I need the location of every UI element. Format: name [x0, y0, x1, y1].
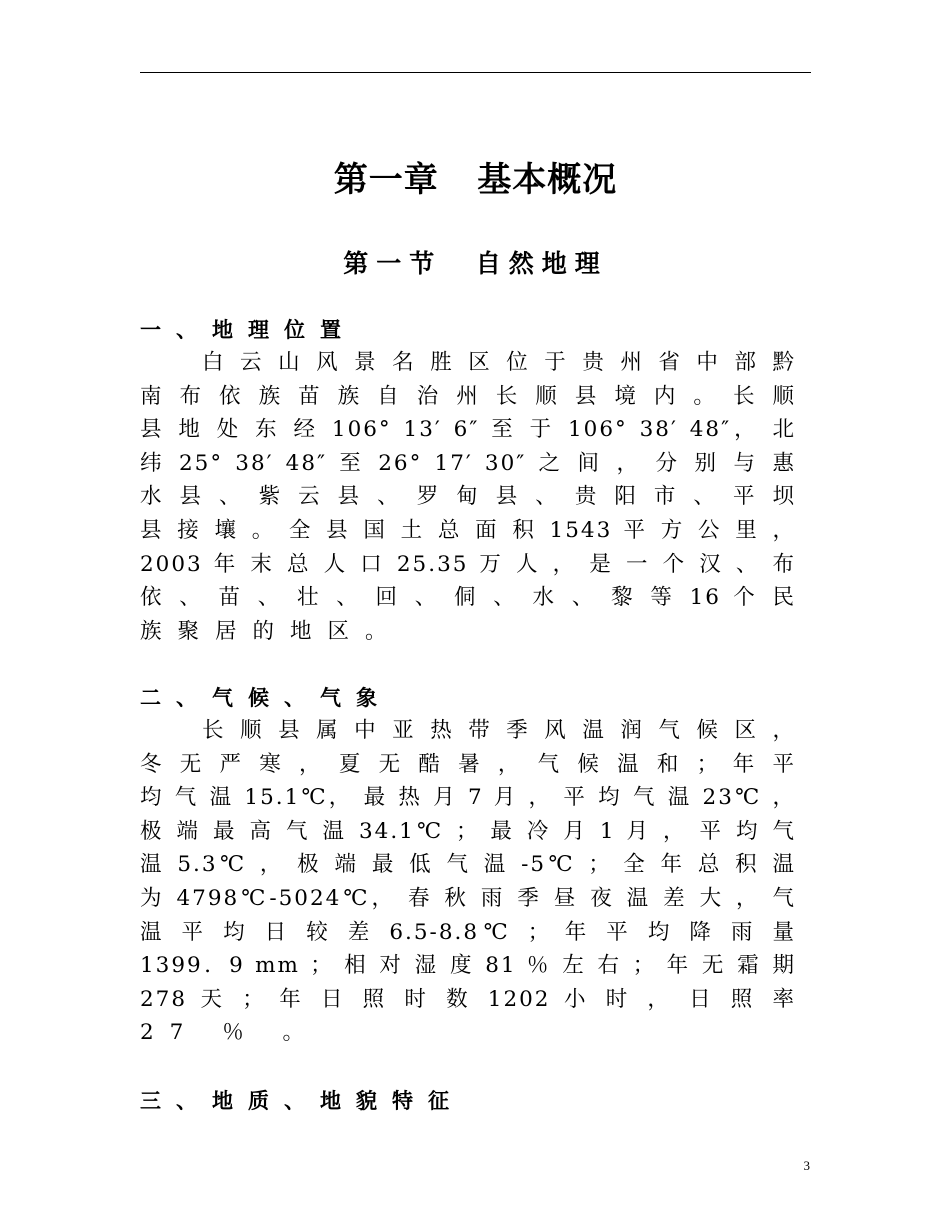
paragraph-line: 27 ％ 。: [140, 1020, 321, 1046]
paragraph-line: 冬 无 严 寒 ， 夏 无 酷 暑 ， 气 候 温 和 ； 年 平: [140, 751, 796, 777]
paragraph-location: [140, 346, 796, 648]
paragraph-line: 县 地 处 东 经 106° 13′ 6″ 至 于 106° 38′ 48″， 北: [140, 417, 796, 443]
paragraph-line: 1399．9 mm ； 相 对 湿 度 81 ％ 左 右 ； 年 无 霜 期: [140, 953, 796, 979]
section-title: 第一节 自然地理: [343, 249, 608, 278]
paragraph-line: 族聚居的地区。: [140, 618, 403, 644]
paragraph-line: 水 县 、 紫 云 县 、 罗 甸 县 、 贵 阳 市 、 平 坝: [140, 484, 796, 510]
page-number: 3: [803, 1158, 810, 1173]
paragraph-line: 极 端 最 高 气 温 34.1℃ ； 最 冷 月 1 月 ， 平 均 气: [140, 818, 796, 844]
heading-location: 一、地理位置: [140, 318, 356, 342]
heading-geology: 三、地质、地貌特征: [140, 1089, 464, 1113]
paragraph-line: 依 、 苗 、 壮 、 回 、 侗 、 水 、 黎 等 16 个 民: [140, 585, 796, 611]
header-rule: [140, 72, 811, 73]
paragraph-line: 县 接 壤 。 全 县 国 土 总 面 积 1543 平 方 公 里 ，: [140, 517, 796, 543]
paragraph-line: 长 顺 县 属 中 亚 热 带 季 风 温 润 气 候 区 ，: [202, 718, 796, 743]
paragraph-line: 南 布 依 族 苗 族 自 治 州 长 顺 县 境 内 。 长 顺: [140, 383, 796, 409]
chapter-title: 第一章 基本概况: [333, 160, 618, 200]
paragraph-line: 纬 25° 38′ 48″ 至 26° 17′ 30″ 之 间 ， 分 别 与 惠: [140, 450, 796, 476]
paragraph-line: 为 4798℃-5024℃， 春 秋 雨 季 昼 夜 温 差 大 ， 气: [140, 885, 796, 911]
paragraph-line: 278 天 ； 年 日 照 时 数 1202 小 时 ， 日 照 率: [140, 986, 796, 1012]
paragraph-line: 温 5.3℃ ， 极 端 最 低 气 温 -5℃ ； 全 年 总 积 温: [140, 852, 796, 878]
heading-climate: 二、气候、气象: [140, 686, 392, 710]
paragraph-line: 2003 年 末 总 人 口 25.35 万 人 ， 是 一 个 汉 、 布: [140, 551, 796, 577]
paragraph-line: 白 云 山 风 景 名 胜 区 位 于 贵 州 省 中 部 黔: [202, 350, 796, 375]
paragraph-line: 温 平 均 日 较 差 6.5-8.8℃ ； 年 平 均 降 雨 量: [140, 919, 796, 945]
paragraph-line: 均 气 温 15.1℃， 最 热 月 7 月 ， 平 均 气 温 23℃ ，: [140, 785, 796, 811]
paragraph-climate: [140, 714, 796, 1050]
